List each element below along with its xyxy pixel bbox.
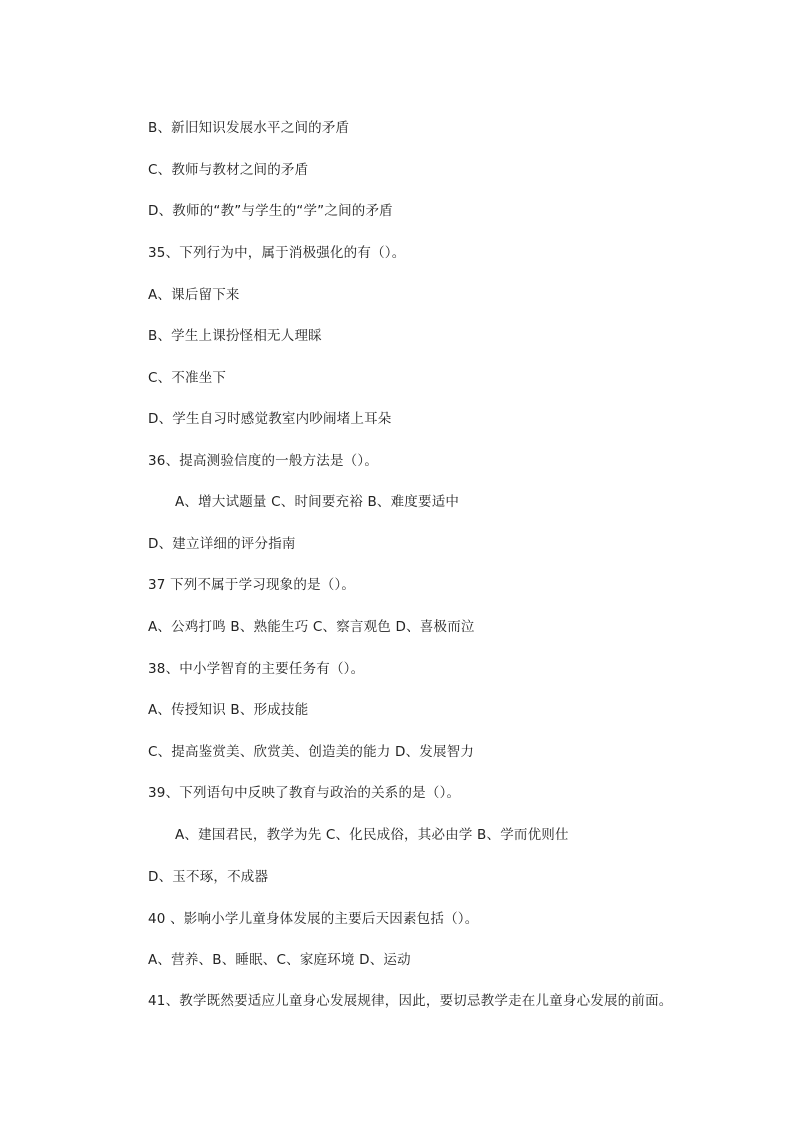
option-line: A、营养、B、睡眠、C、家庭环境 D、运动 [148,952,411,968]
option-line: D、建立详细的评分指南 [148,536,296,552]
option-line: D、学生自习时感觉教室内吵闹堵上耳朵 [148,411,392,427]
option-line: A、建国君民，教学为先 C、化民成俗，其必由学 B、学而优则仕 [175,827,569,843]
option-line: D、教师的“教”与学生的“学”之间的矛盾 [148,203,393,219]
question-35: 35、下列行为中，属于消极强化的有（）。 [148,245,406,261]
option-line: B、学生上课扮怪相无人理睬 [148,328,322,344]
question-40: 40 、影响小学儿童身体发展的主要后天因素包括（）。 [148,911,479,927]
question-39: 39、下列语句中反映了教育与政治的关系的是（）。 [148,785,461,801]
option-line: A、传授知识 B、形成技能 [148,702,309,718]
option-line: C、教师与教材之间的矛盾 [148,162,309,178]
option-line: C、不准坐下 [148,370,227,386]
question-36: 36、提高测验信度的一般方法是（）。 [148,453,379,469]
option-line: A、公鸡打鸣 B、熟能生巧 C、察言观色 D、喜极而泣 [148,619,475,635]
option-line: A、增大试题量 C、时间要充裕 B、难度要适中 [175,494,460,510]
question-37: 37 下列不属于学习现象的是（）。 [148,577,356,593]
option-line: B、新旧知识发展水平之间的矛盾 [148,120,350,136]
option-line: C、提高鉴赏美、欣赏美、创造美的能力 D、发展智力 [148,744,475,760]
option-line: A、课后留下来 [148,287,240,303]
question-38: 38、中小学智育的主要任务有（）。 [148,661,365,677]
question-41: 41、教学既然要适应儿童身心发展规律，因此，要切忌教学走在儿童身心发展的前面。 [148,993,673,1009]
option-line: D、玉不琢，不成器 [148,869,269,885]
